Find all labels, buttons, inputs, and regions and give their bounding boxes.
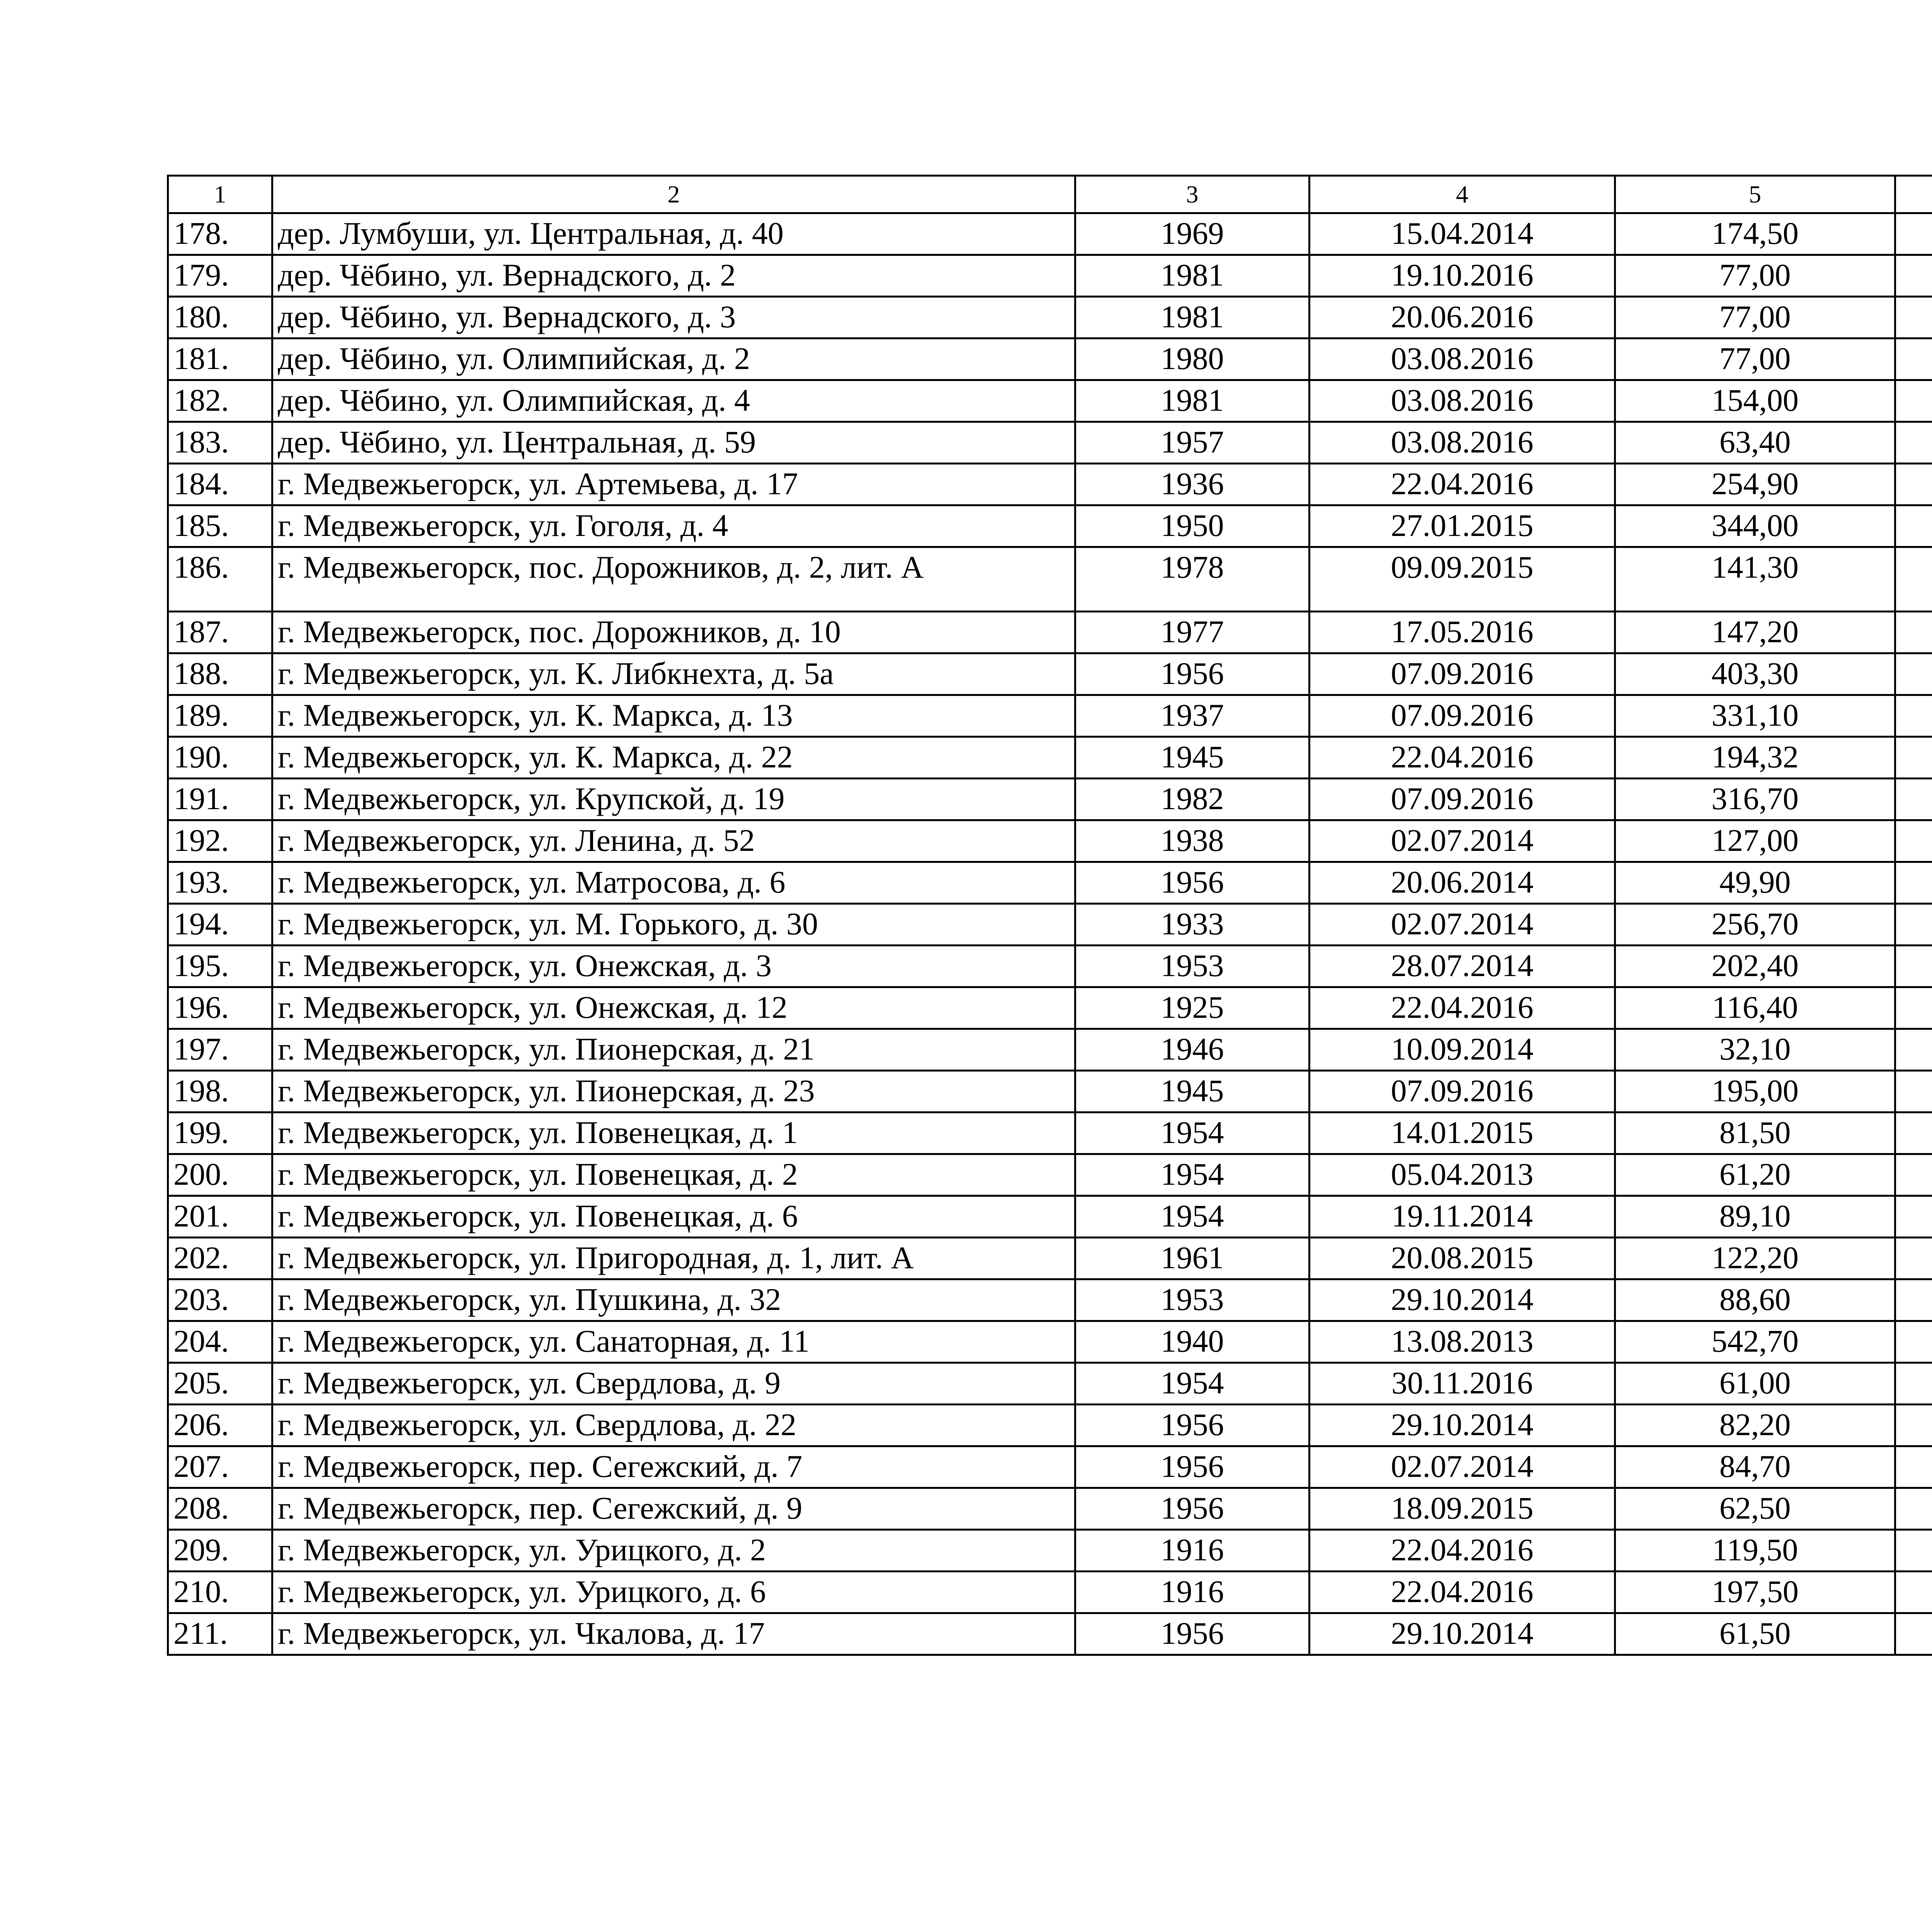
address-cell: г. Медвежьегорск, ул. Артемьева, д. 17 (272, 464, 1075, 505)
table-row (168, 1071, 1932, 1112)
column-number-row (168, 176, 1932, 213)
table-row (168, 1572, 1932, 1613)
build-year-cell: 1981 (1075, 380, 1310, 422)
row-number-cell: 187. (168, 612, 272, 653)
address-cell: г. Медвежьегорск, ул. К. Либкнехта, д. 5а (272, 653, 1075, 695)
row-number-cell: 196. (168, 987, 272, 1029)
survey-date-cell: 27.01.2015 (1310, 505, 1615, 547)
build-year-cell: 1961 (1075, 1238, 1310, 1279)
residents-count-cell (1895, 255, 1932, 297)
build-year-cell: 1956 (1075, 1613, 1310, 1655)
area-cell: 202,40 (1615, 946, 1895, 987)
residents-count-cell (1895, 1488, 1932, 1530)
table-row (168, 1613, 1932, 1655)
build-year-cell: 1940 (1075, 1321, 1310, 1363)
survey-date-cell: 09.09.2015 (1310, 547, 1615, 612)
row-number-cell: 189. (168, 695, 272, 737)
build-year-cell: 1969 (1075, 213, 1310, 255)
row-number-cell: 180. (168, 297, 272, 338)
residents-count-cell (1895, 1530, 1932, 1572)
table-row (168, 338, 1932, 380)
row-number-cell: 208. (168, 1488, 272, 1530)
row-number-cell: 209. (168, 1530, 272, 1572)
survey-date-cell: 22.04.2016 (1310, 1572, 1615, 1613)
address-cell: г. Медвежьегорск, ул. Пушкина, д. 32 (272, 1279, 1075, 1321)
row-number-cell: 183. (168, 422, 272, 464)
row-number-cell: 185. (168, 505, 272, 547)
table-body (168, 176, 1932, 1655)
survey-date-cell: 17.05.2016 (1310, 612, 1615, 653)
survey-date-cell: 02.07.2014 (1310, 820, 1615, 862)
residents-count-cell (1895, 1572, 1932, 1613)
area-cell: 403,30 (1615, 653, 1895, 695)
table-row (168, 380, 1932, 422)
row-number-cell: 192. (168, 820, 272, 862)
area-cell: 154,00 (1615, 380, 1895, 422)
table-row (168, 1279, 1932, 1321)
build-year-cell: 1945 (1075, 737, 1310, 779)
area-cell: 542,70 (1615, 1321, 1895, 1363)
build-year-cell: 1916 (1075, 1572, 1310, 1613)
table-row (168, 946, 1932, 987)
table-row (168, 779, 1932, 820)
residents-count-cell (1895, 820, 1932, 862)
row-number-cell: 201. (168, 1196, 272, 1238)
row-number-cell: 194. (168, 904, 272, 946)
residents-count-cell (1895, 338, 1932, 380)
area-cell: 127,00 (1615, 820, 1895, 862)
row-number-cell: 206. (168, 1405, 272, 1446)
address-cell: г. Медвежьегорск, ул. Онежская, д. 3 (272, 946, 1075, 987)
area-cell: 49,90 (1615, 862, 1895, 904)
survey-date-cell: 22.04.2016 (1310, 737, 1615, 779)
row-number-cell: 211. (168, 1613, 272, 1655)
area-cell: 88,60 (1615, 1279, 1895, 1321)
area-cell: 122,20 (1615, 1238, 1895, 1279)
row-number-cell: 210. (168, 1572, 272, 1613)
area-cell: 197,50 (1615, 1572, 1895, 1613)
area-cell: 344,00 (1615, 505, 1895, 547)
build-year-cell: 1954 (1075, 1363, 1310, 1405)
survey-date-cell: 07.09.2016 (1310, 695, 1615, 737)
residents-count-cell (1895, 1321, 1932, 1363)
residents-count-cell (1895, 653, 1932, 695)
residents-count-cell (1895, 505, 1932, 547)
table-row (168, 1321, 1932, 1363)
survey-date-cell: 20.08.2015 (1310, 1238, 1615, 1279)
area-cell: 147,20 (1615, 612, 1895, 653)
table-row (168, 1196, 1932, 1238)
build-year-cell: 1946 (1075, 1029, 1310, 1071)
area-cell: 61,20 (1615, 1154, 1895, 1196)
residents-count-cell (1895, 297, 1932, 338)
address-cell: г. Медвежьегорск, ул. Свердлова, д. 22 (272, 1405, 1075, 1446)
build-year-cell: 1953 (1075, 946, 1310, 987)
address-cell: дер. Чёбино, ул. Центральная, д. 59 (272, 422, 1075, 464)
survey-date-cell: 14.01.2015 (1310, 1112, 1615, 1154)
address-cell: г. Медвежьегорск, ул. Повенецкая, д. 2 (272, 1154, 1075, 1196)
build-year-cell: 1981 (1075, 297, 1310, 338)
address-cell: г. Медвежьегорск, ул. М. Горького, д. 30 (272, 904, 1075, 946)
area-cell: 62,50 (1615, 1488, 1895, 1530)
residents-count-cell (1895, 1446, 1932, 1488)
address-cell: г. Медвежьегорск, ул. Пионерская, д. 23 (272, 1071, 1075, 1112)
area-cell: 61,00 (1615, 1363, 1895, 1405)
residents-count-cell (1895, 464, 1932, 505)
address-cell: г. Медвежьегорск, ул. Свердлова, д. 9 (272, 1363, 1075, 1405)
table-row (168, 987, 1932, 1029)
address-cell: г. Медвежьегорск, ул. К. Маркса, д. 22 (272, 737, 1075, 779)
build-year-cell: 1978 (1075, 547, 1310, 612)
area-cell: 77,00 (1615, 338, 1895, 380)
address-cell: г. Медвежьегорск, ул. Матросова, д. 6 (272, 862, 1075, 904)
survey-date-cell: 29.10.2014 (1310, 1405, 1615, 1446)
table-row (168, 1238, 1932, 1279)
table-row (168, 547, 1932, 612)
build-year-cell: 1956 (1075, 862, 1310, 904)
table-row (168, 1029, 1932, 1071)
area-cell: 116,40 (1615, 987, 1895, 1029)
survey-date-cell: 29.10.2014 (1310, 1279, 1615, 1321)
survey-date-cell: 20.06.2016 (1310, 297, 1615, 338)
residents-count-cell (1895, 862, 1932, 904)
area-cell: 331,10 (1615, 695, 1895, 737)
survey-date-cell: 05.04.2013 (1310, 1154, 1615, 1196)
row-number-cell: 178. (168, 213, 272, 255)
survey-date-cell: 19.11.2014 (1310, 1196, 1615, 1238)
residents-count-cell (1895, 547, 1932, 612)
build-year-cell: 1937 (1075, 695, 1310, 737)
residents-count-cell (1895, 946, 1932, 987)
row-number-cell: 204. (168, 1321, 272, 1363)
address-cell: дер. Чёбино, ул. Олимпийская, д. 4 (272, 380, 1075, 422)
residents-count-cell (1895, 1029, 1932, 1071)
build-year-cell: 1936 (1075, 464, 1310, 505)
table-row (168, 1363, 1932, 1405)
housing-registry-table (167, 175, 1932, 1656)
survey-date-cell: 22.04.2016 (1310, 987, 1615, 1029)
address-cell: г. Медвежьегорск, ул. Онежская, д. 12 (272, 987, 1075, 1029)
table-row (168, 612, 1932, 653)
residents-count-cell (1895, 213, 1932, 255)
residents-count-cell (1895, 422, 1932, 464)
area-cell: 81,50 (1615, 1112, 1895, 1154)
residents-count-cell (1895, 779, 1932, 820)
area-cell: 84,70 (1615, 1446, 1895, 1488)
build-year-cell: 1956 (1075, 653, 1310, 695)
residents-count-cell (1895, 380, 1932, 422)
row-number-cell: 184. (168, 464, 272, 505)
area-cell: 77,00 (1615, 297, 1895, 338)
table-row (168, 213, 1932, 255)
residents-count-cell (1895, 695, 1932, 737)
survey-date-cell: 03.08.2016 (1310, 422, 1615, 464)
residents-count-cell (1895, 1279, 1932, 1321)
build-year-cell: 1956 (1075, 1405, 1310, 1446)
build-year-cell: 1980 (1075, 338, 1310, 380)
build-year-cell: 1938 (1075, 820, 1310, 862)
residents-count-cell (1895, 904, 1932, 946)
area-cell: 254,90 (1615, 464, 1895, 505)
address-cell: г. Медвежьегорск, пос. Дорожников, д. 2, лит. А (272, 547, 1075, 612)
build-year-cell: 1925 (1075, 987, 1310, 1029)
area-cell: 32,10 (1615, 1029, 1895, 1071)
table-row (168, 505, 1932, 547)
area-cell: 316,70 (1615, 779, 1895, 820)
address-cell: г. Медвежьегорск, пос. Дорожников, д. 10 (272, 612, 1075, 653)
address-cell: г. Медвежьегорск, пер. Сегежский, д. 7 (272, 1446, 1075, 1488)
table-row (168, 653, 1932, 695)
survey-date-cell: 10.09.2014 (1310, 1029, 1615, 1071)
build-year-cell: 1957 (1075, 422, 1310, 464)
survey-date-cell: 15.04.2014 (1310, 213, 1615, 255)
address-cell: дер. Лумбуши, ул. Центральная, д. 40 (272, 213, 1075, 255)
residents-count-cell (1895, 737, 1932, 779)
address-cell: дер. Чёбино, ул. Вернадского, д. 3 (272, 297, 1075, 338)
table-row (168, 422, 1932, 464)
build-year-cell: 1945 (1075, 1071, 1310, 1112)
row-number-cell: 191. (168, 779, 272, 820)
residents-count-cell (1895, 612, 1932, 653)
table-row (168, 1112, 1932, 1154)
residents-count-cell (1895, 987, 1932, 1029)
address-cell: г. Медвежьегорск, ул. Санаторная, д. 11 (272, 1321, 1075, 1363)
build-year-cell: 1950 (1075, 505, 1310, 547)
row-number-cell: 202. (168, 1238, 272, 1279)
column-number-5: 5 (1615, 176, 1895, 213)
area-cell: 194,32 (1615, 737, 1895, 779)
area-cell: 63,40 (1615, 422, 1895, 464)
address-cell: г. Медвежьегорск, ул. Ленина, д. 52 (272, 820, 1075, 862)
build-year-cell: 1916 (1075, 1530, 1310, 1572)
row-number-cell: 182. (168, 380, 272, 422)
row-number-cell: 188. (168, 653, 272, 695)
build-year-cell: 1977 (1075, 612, 1310, 653)
address-cell: г. Медвежьегорск, ул. Урицкого, д. 2 (272, 1530, 1075, 1572)
address-cell: г. Медвежьегорск, ул. Пригородная, д. 1, лит. А (272, 1238, 1075, 1279)
table-row (168, 297, 1932, 338)
residents-count-cell (1895, 1196, 1932, 1238)
row-number-cell: 197. (168, 1029, 272, 1071)
column-number-1: 1 (168, 176, 272, 213)
build-year-cell: 1954 (1075, 1112, 1310, 1154)
table-row (168, 464, 1932, 505)
row-number-cell: 190. (168, 737, 272, 779)
address-cell: дер. Чёбино, ул. Вернадского, д. 2 (272, 255, 1075, 297)
table-row (168, 1405, 1932, 1446)
survey-date-cell: 07.09.2016 (1310, 779, 1615, 820)
residents-count-cell (1895, 1071, 1932, 1112)
survey-date-cell: 22.04.2016 (1310, 464, 1615, 505)
address-cell: г. Медвежьегорск, ул. Повенецкая, д. 6 (272, 1196, 1075, 1238)
residents-count-cell (1895, 1613, 1932, 1655)
table-row (168, 255, 1932, 297)
build-year-cell: 1982 (1075, 779, 1310, 820)
table-row (168, 1530, 1932, 1572)
area-cell: 89,10 (1615, 1196, 1895, 1238)
column-number-3: 3 (1075, 176, 1310, 213)
table-row (168, 737, 1932, 779)
residents-count-cell (1895, 1154, 1932, 1196)
address-cell: г. Медвежьегорск, ул. Гоголя, д. 4 (272, 505, 1075, 547)
survey-date-cell: 20.06.2014 (1310, 862, 1615, 904)
row-number-cell: 207. (168, 1446, 272, 1488)
table-row (168, 862, 1932, 904)
row-number-cell: 179. (168, 255, 272, 297)
table-row (168, 695, 1932, 737)
survey-date-cell: 03.08.2016 (1310, 380, 1615, 422)
area-cell: 82,20 (1615, 1405, 1895, 1446)
area-cell: 119,50 (1615, 1530, 1895, 1572)
table-row (168, 820, 1932, 862)
column-number-2: 2 (272, 176, 1075, 213)
row-number-cell: 181. (168, 338, 272, 380)
survey-date-cell: 22.04.2016 (1310, 1530, 1615, 1572)
build-year-cell: 1981 (1075, 255, 1310, 297)
address-cell: г. Медвежьегорск, ул. Чкалова, д. 17 (272, 1613, 1075, 1655)
residents-count-cell (1895, 1405, 1932, 1446)
row-number-cell: 195. (168, 946, 272, 987)
row-number-cell: 205. (168, 1363, 272, 1405)
survey-date-cell: 13.08.2013 (1310, 1321, 1615, 1363)
area-cell: 195,00 (1615, 1071, 1895, 1112)
column-number-4: 4 (1310, 176, 1615, 213)
address-cell: г. Медвежьегорск, ул. Пионерская, д. 21 (272, 1029, 1075, 1071)
survey-date-cell: 28.07.2014 (1310, 946, 1615, 987)
address-cell: г. Медвежьегорск, пер. Сегежский, д. 9 (272, 1488, 1075, 1530)
area-cell: 174,50 (1615, 213, 1895, 255)
survey-date-cell: 30.11.2016 (1310, 1363, 1615, 1405)
build-year-cell: 1954 (1075, 1154, 1310, 1196)
build-year-cell: 1956 (1075, 1488, 1310, 1530)
survey-date-cell: 29.10.2014 (1310, 1613, 1615, 1655)
address-cell: г. Медвежьегорск, ул. К. Маркса, д. 13 (272, 695, 1075, 737)
address-cell: г. Медвежьегорск, ул. Урицкого, д. 6 (272, 1572, 1075, 1613)
table-row (168, 904, 1932, 946)
build-year-cell: 1933 (1075, 904, 1310, 946)
survey-date-cell: 07.09.2016 (1310, 653, 1615, 695)
table-row (168, 1446, 1932, 1488)
survey-date-cell: 07.09.2016 (1310, 1071, 1615, 1112)
table-row (168, 1488, 1932, 1530)
survey-date-cell: 02.07.2014 (1310, 1446, 1615, 1488)
area-cell: 77,00 (1615, 255, 1895, 297)
row-number-cell: 186. (168, 547, 272, 612)
table-row (168, 1154, 1932, 1196)
survey-date-cell: 02.07.2014 (1310, 904, 1615, 946)
row-number-cell: 203. (168, 1279, 272, 1321)
row-number-cell: 199. (168, 1112, 272, 1154)
row-number-cell: 198. (168, 1071, 272, 1112)
row-number-cell: 200. (168, 1154, 272, 1196)
column-number-6 (1895, 176, 1932, 213)
area-cell: 256,70 (1615, 904, 1895, 946)
residents-count-cell (1895, 1112, 1932, 1154)
area-cell: 61,50 (1615, 1613, 1895, 1655)
address-cell: г. Медвежьегорск, ул. Крупской, д. 19 (272, 779, 1075, 820)
build-year-cell: 1954 (1075, 1196, 1310, 1238)
row-number-cell: 193. (168, 862, 272, 904)
address-cell: дер. Чёбино, ул. Олимпийская, д. 2 (272, 338, 1075, 380)
residents-count-cell (1895, 1238, 1932, 1279)
survey-date-cell: 18.09.2015 (1310, 1488, 1615, 1530)
build-year-cell: 1953 (1075, 1279, 1310, 1321)
build-year-cell: 1956 (1075, 1446, 1310, 1488)
residents-count-cell (1895, 1363, 1932, 1405)
survey-date-cell: 03.08.2016 (1310, 338, 1615, 380)
address-cell: г. Медвежьегорск, ул. Повенецкая, д. 1 (272, 1112, 1075, 1154)
survey-date-cell: 19.10.2016 (1310, 255, 1615, 297)
area-cell: 141,30 (1615, 547, 1895, 612)
